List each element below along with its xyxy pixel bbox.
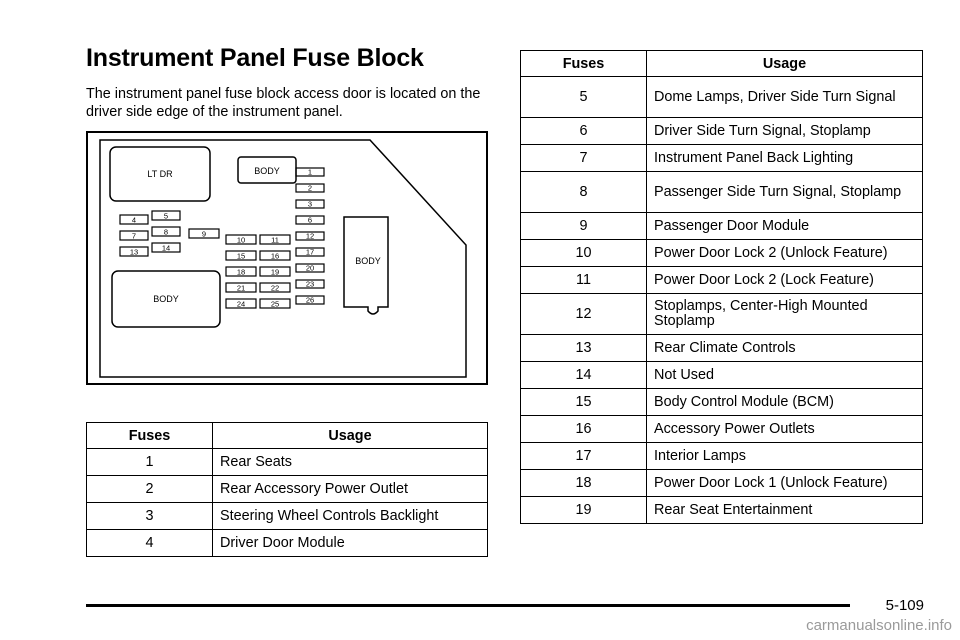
fuse-number: 5 bbox=[521, 77, 647, 118]
fuse-slot-label-24: 24 bbox=[236, 299, 246, 309]
fuse-slot-label-3: 3 bbox=[307, 199, 313, 209]
fuse-number: 3 bbox=[87, 503, 213, 530]
table-row bbox=[521, 172, 923, 213]
table-row bbox=[521, 335, 923, 362]
fuse-usage: Rear Climate Controls bbox=[647, 335, 923, 362]
fuse-slot-label-13: 13 bbox=[129, 247, 139, 257]
fuse-block-svg bbox=[88, 133, 486, 383]
fuse-slot-label-19: 19 bbox=[270, 267, 280, 277]
fuse-number: 18 bbox=[521, 470, 647, 497]
page-number: 5-109 bbox=[885, 597, 924, 614]
fuse-number: 14 bbox=[521, 362, 647, 389]
fuse-slot-label-16: 16 bbox=[270, 251, 280, 261]
body-right-label: BODY bbox=[355, 256, 381, 266]
fuse-slot-label-6: 6 bbox=[307, 215, 313, 225]
table-row bbox=[87, 476, 488, 503]
fuse-usage: Accessory Power Outlets bbox=[647, 416, 923, 443]
fuse-usage: Rear Seats bbox=[213, 449, 488, 476]
fuse-number: 12 bbox=[521, 294, 647, 335]
fuse-slot-label-2: 2 bbox=[307, 183, 313, 193]
fuse-number: 17 bbox=[521, 443, 647, 470]
fuse-slot-label-11: 11 bbox=[271, 235, 279, 245]
header-fuses: Fuses bbox=[87, 423, 213, 449]
fuse-usage: Power Door Lock 1 (Unlock Feature) bbox=[647, 470, 923, 497]
table-row bbox=[521, 145, 923, 172]
fuse-number: 9 bbox=[521, 213, 647, 240]
fuse-number: 4 bbox=[87, 530, 213, 557]
table-row bbox=[521, 443, 923, 470]
table-row bbox=[521, 470, 923, 497]
table-header-row bbox=[521, 51, 923, 77]
fuse-block-diagram bbox=[86, 131, 488, 385]
fuse-number: 11 bbox=[521, 267, 647, 294]
intro-paragraph: The instrument panel fuse block access door is located on the driver side edge of the instrument panel. bbox=[86, 86, 481, 120]
table-row bbox=[521, 362, 923, 389]
fuse-number: 7 bbox=[521, 145, 647, 172]
header-usage: Usage bbox=[647, 51, 923, 77]
fuse-slot-label-5: 5 bbox=[163, 211, 169, 221]
table-row bbox=[87, 530, 488, 557]
fuse-usage: Passenger Door Module bbox=[647, 213, 923, 240]
fuse-usage: Body Control Module (BCM) bbox=[647, 389, 923, 416]
fuse-number: 15 bbox=[521, 389, 647, 416]
fuse-usage: Rear Seat Entertainment bbox=[647, 497, 923, 524]
fuse-usage: Driver Side Turn Signal, Stoplamp bbox=[647, 118, 923, 145]
fuse-slot-label-18: 18 bbox=[236, 267, 246, 277]
footer-rule bbox=[86, 604, 850, 607]
fuse-number: 10 bbox=[521, 240, 647, 267]
fuse-slot-label-22: 22 bbox=[270, 283, 280, 293]
table-row bbox=[521, 77, 923, 118]
fuse-number: 19 bbox=[521, 497, 647, 524]
header-usage: Usage bbox=[213, 423, 488, 449]
fuse-slot-label-9: 9 bbox=[201, 229, 207, 239]
table-row bbox=[521, 267, 923, 294]
fuse-usage: Instrument Panel Back Lighting bbox=[647, 145, 923, 172]
fuse-slot-label-17: 17 bbox=[305, 247, 315, 257]
fuse-usage: Driver Door Module bbox=[213, 530, 488, 557]
table-row bbox=[87, 503, 488, 530]
fuse-slot-label-21: 21 bbox=[236, 283, 246, 293]
fuse-usage: Power Door Lock 2 (Lock Feature) bbox=[647, 267, 923, 294]
body-left-label: BODY bbox=[153, 294, 179, 304]
fuse-slot-label-25: 25 bbox=[270, 299, 280, 309]
fuse-slot-label-10: 10 bbox=[236, 235, 246, 245]
table-row bbox=[521, 416, 923, 443]
fuse-slot-label-4: 4 bbox=[131, 215, 137, 225]
fuse-table-left bbox=[86, 422, 488, 557]
table-row bbox=[521, 118, 923, 145]
fuse-slot-label-12: 12 bbox=[305, 231, 315, 241]
fuse-usage: Stoplamps, Center-High Mounted Stoplamp bbox=[647, 294, 923, 335]
fuse-number: 2 bbox=[87, 476, 213, 503]
fuse-usage: Rear Accessory Power Outlet bbox=[213, 476, 488, 503]
table-row bbox=[87, 449, 488, 476]
fuse-slot-label-26: 26 bbox=[305, 295, 315, 305]
table-row bbox=[521, 389, 923, 416]
header-fuses: Fuses bbox=[521, 51, 647, 77]
fuse-usage: Not Used bbox=[647, 362, 923, 389]
fuse-number: 13 bbox=[521, 335, 647, 362]
fuse-slot-label-7: 7 bbox=[131, 231, 137, 241]
fuse-slot-label-23: 23 bbox=[305, 279, 315, 289]
fuse-slot-label-8: 8 bbox=[163, 227, 169, 237]
fuse-usage: Power Door Lock 2 (Unlock Feature) bbox=[647, 240, 923, 267]
fuse-usage: Dome Lamps, Driver Side Turn Signal bbox=[647, 77, 923, 118]
fuse-number: 16 bbox=[521, 416, 647, 443]
fuse-slot-label-20: 20 bbox=[305, 263, 315, 273]
watermark: carmanualsonline.info bbox=[806, 617, 952, 634]
fuse-number: 6 bbox=[521, 118, 647, 145]
ltdr-label: LT DR bbox=[147, 169, 173, 179]
fuse-usage: Passenger Side Turn Signal, Stoplamp bbox=[647, 172, 923, 213]
fuse-number: 8 bbox=[521, 172, 647, 213]
fuse-usage: Interior Lamps bbox=[647, 443, 923, 470]
fuse-usage: Steering Wheel Controls Backlight bbox=[213, 503, 488, 530]
table-row bbox=[521, 294, 923, 335]
table-header-row bbox=[87, 423, 488, 449]
table-row bbox=[521, 240, 923, 267]
fuse-slot-label-15: 15 bbox=[236, 251, 246, 261]
table-row bbox=[521, 213, 923, 240]
fuse-group bbox=[120, 168, 324, 309]
fuse-table-right bbox=[520, 50, 923, 524]
page-title: Instrument Panel Fuse Block bbox=[86, 44, 424, 72]
fuse-slot-label-14: 14 bbox=[161, 243, 171, 253]
fuse-number: 1 bbox=[87, 449, 213, 476]
fuse-slot-label-1: 1 bbox=[307, 167, 313, 177]
body-top-label: BODY bbox=[254, 166, 280, 176]
table-row bbox=[521, 497, 923, 524]
